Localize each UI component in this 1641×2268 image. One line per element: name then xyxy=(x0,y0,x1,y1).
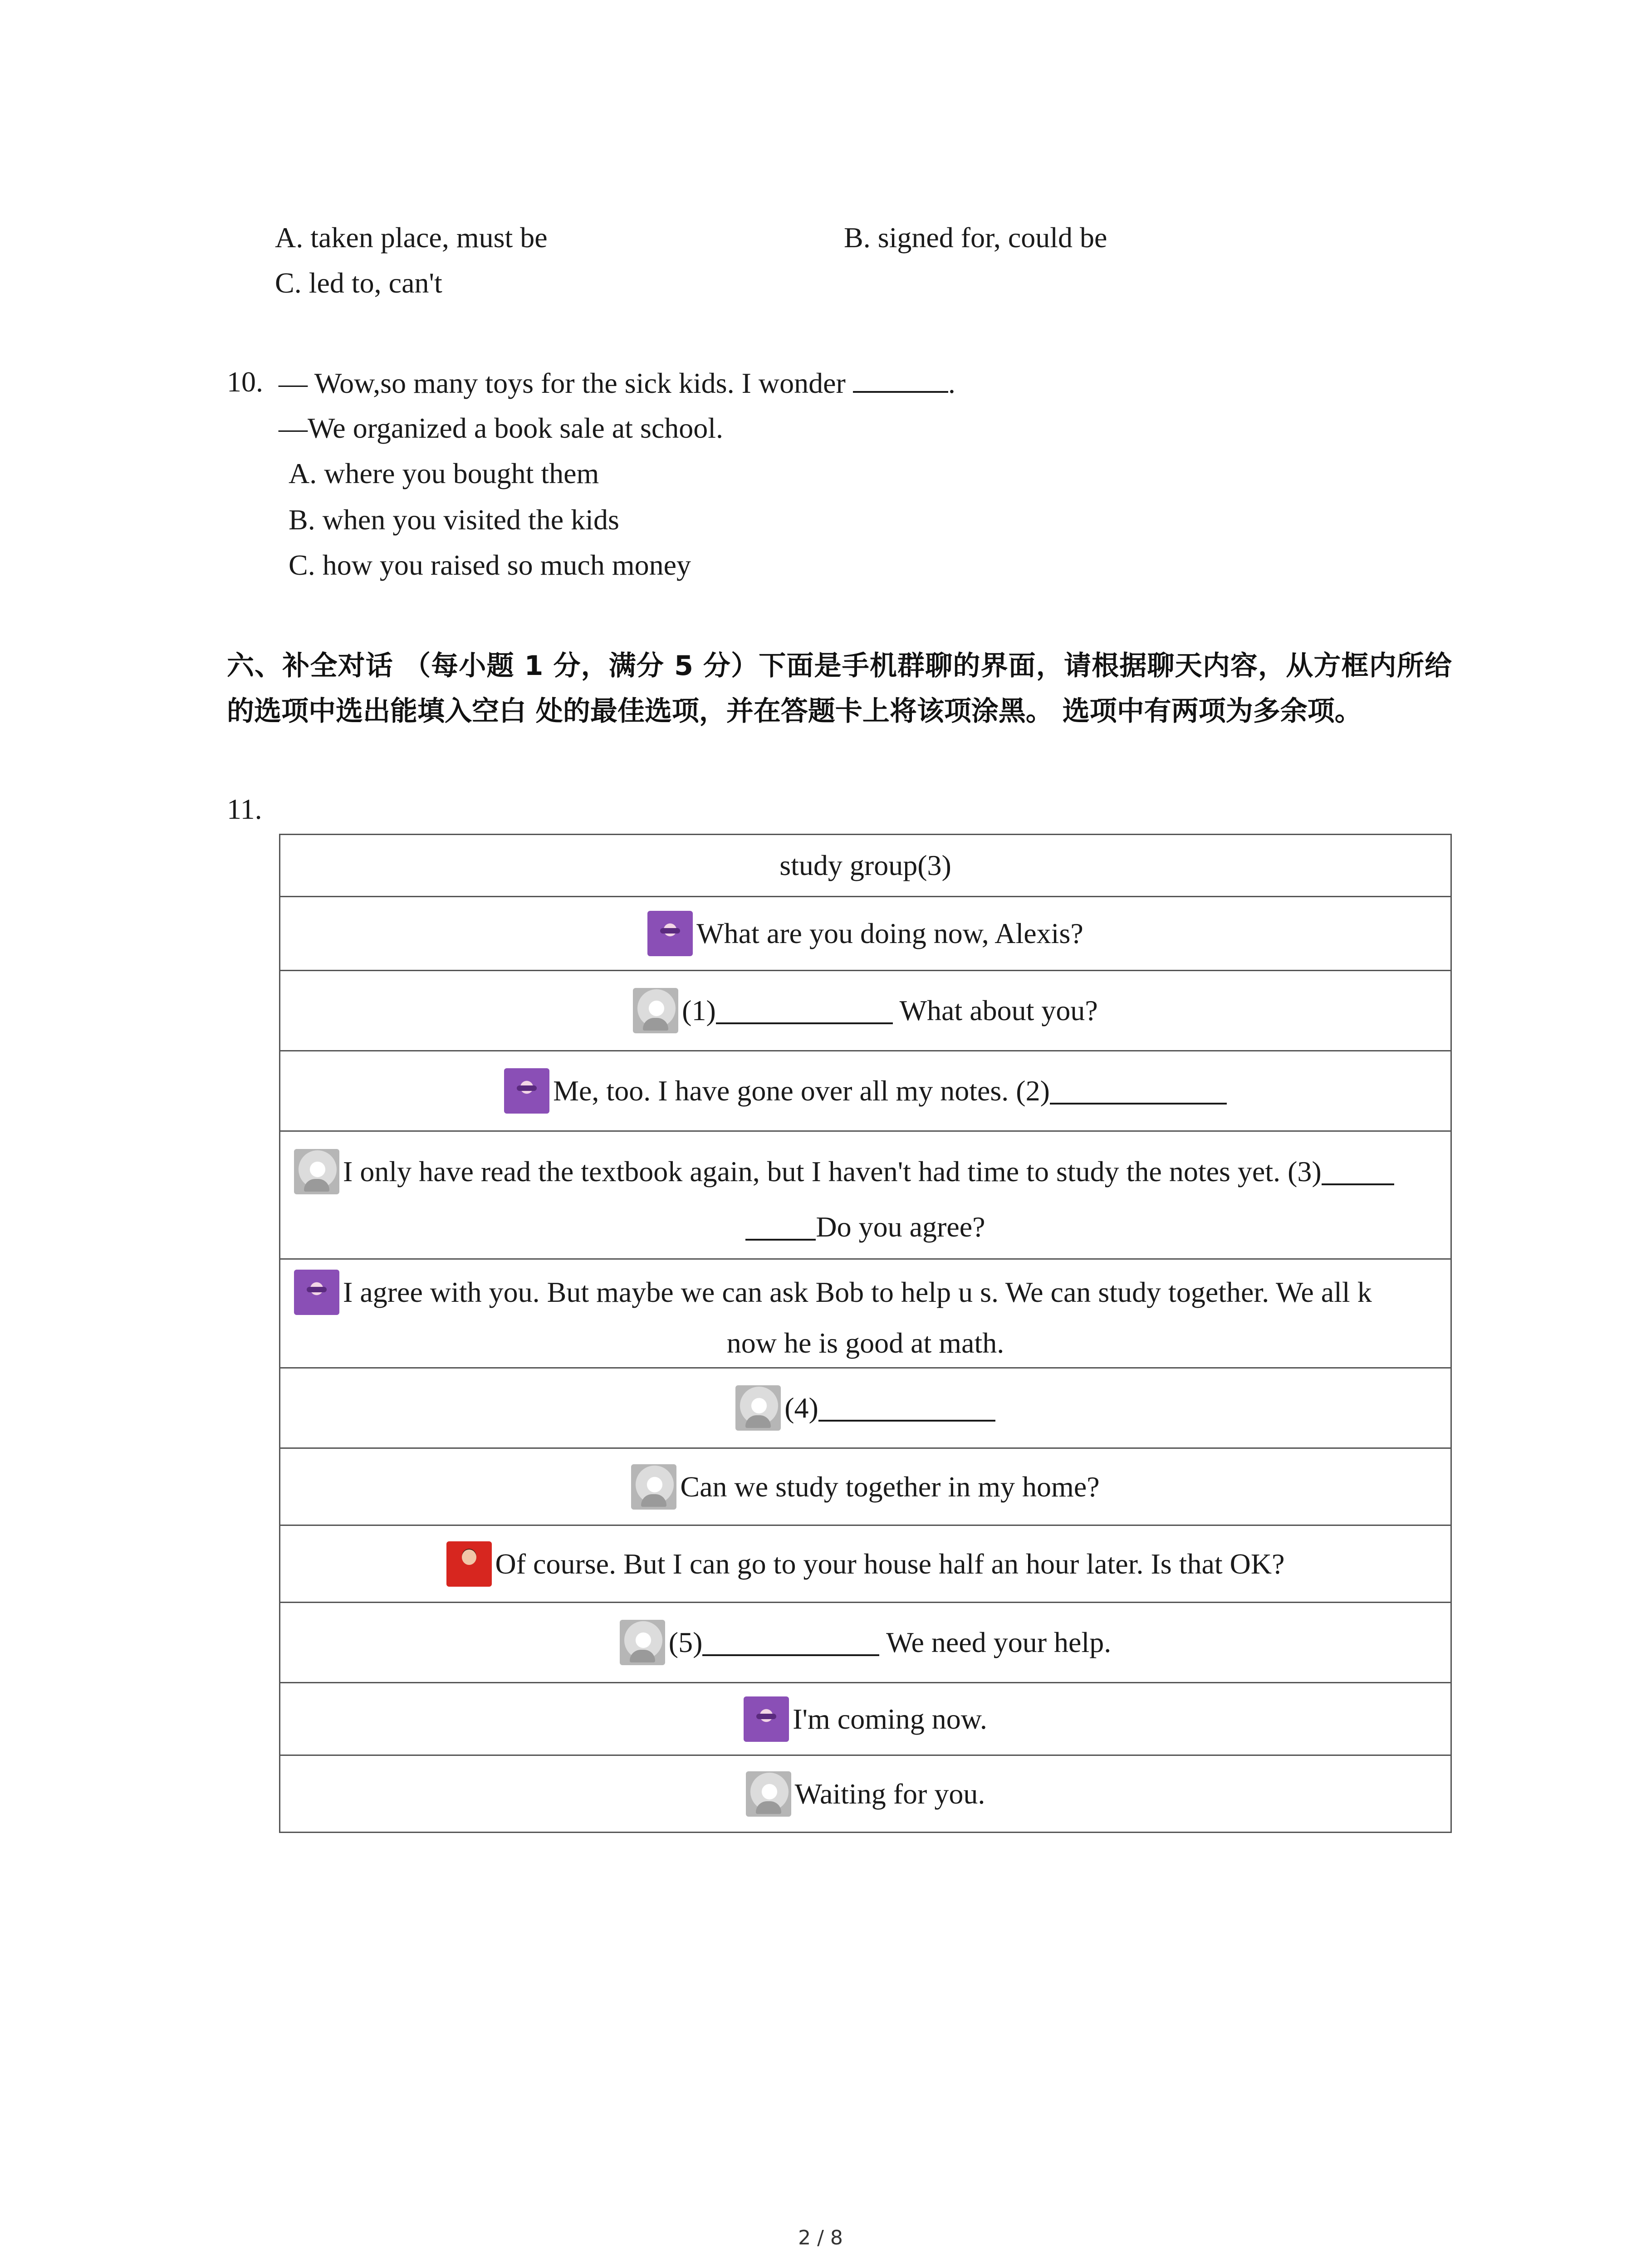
chat-row-1 xyxy=(280,897,1450,971)
chat-title-row xyxy=(280,835,1450,897)
avatar-purple-icon xyxy=(647,911,693,956)
chat-message-4: I only have read the textbook again, but I haven't had time to study the notes yet. (3) xyxy=(343,1155,1322,1188)
q10-number: 10. xyxy=(227,366,263,398)
chat-blank-3 xyxy=(1322,1158,1394,1185)
q10-reply: —We organized a book sale at school. xyxy=(279,412,724,444)
chat-message-5: I agree with you. But maybe we can ask Bob to help u s. We can study together. We all k xyxy=(343,1276,1372,1308)
q10-option-b: B. when you visited the kids xyxy=(289,503,619,536)
avatar-purple-icon xyxy=(294,1270,339,1315)
q10-option-a: A. where you bought them xyxy=(289,457,599,489)
q10-stem-period: . xyxy=(948,367,955,399)
q10-stem xyxy=(279,367,955,398)
q10-option-c: C. how you raised so much money xyxy=(289,549,691,581)
q9-option-b: B. signed for, could be xyxy=(844,221,1107,254)
chat-message-3: Me, too. I have gone over all my notes. (2) xyxy=(553,1075,1050,1107)
chat-blank-1 xyxy=(716,997,893,1024)
avatar-white-icon xyxy=(620,1620,665,1665)
chat-message-10: I'm coming now. xyxy=(793,1702,987,1735)
chat-row-10 xyxy=(280,1683,1450,1756)
chat-message-1: What are you doing now, Alexis? xyxy=(696,917,1083,949)
q9-option-a: A. taken place, must be xyxy=(275,221,548,254)
chat-message-7: Can we study together in my home? xyxy=(680,1470,1100,1503)
avatar-purple-icon xyxy=(504,1068,549,1114)
chat-message-2-tail: What about you? xyxy=(892,994,1098,1026)
avatar-white-icon xyxy=(631,1464,676,1510)
chat-row-2 xyxy=(280,971,1450,1051)
q10-stem-text: — Wow,so many toys for the sick kids. I wonder xyxy=(279,367,846,399)
chat-message-8: Of course. But I can go to your house half an hour later. Is that OK? xyxy=(495,1547,1285,1580)
chat-table xyxy=(279,834,1452,1833)
chat-row-3 xyxy=(280,1051,1450,1132)
chat-message-2: (1) xyxy=(682,994,716,1026)
chat-row-7 xyxy=(280,1449,1450,1526)
chat-message-11: Waiting for you. xyxy=(794,1777,985,1810)
q9-option-c: C. led to, can't xyxy=(275,267,442,299)
section-heading: 六、补全对话 （每小题 1 分，满分 5 分）下面是手机群聊的界面，请根据聊天内容，从方框内所给的选项中选出能填入空白 处的最佳选项，并在答题卡上将该项涂黑。 选项中有两项为多余项。 xyxy=(227,650,1452,727)
avatar-red-icon xyxy=(446,1541,492,1587)
chat-title: study group(3) xyxy=(779,849,951,881)
avatar-white-icon xyxy=(633,988,678,1033)
chat-blank-5 xyxy=(702,1629,879,1656)
avatar-purple-icon xyxy=(744,1696,789,1742)
q10-answer-blank xyxy=(853,367,948,393)
chat-row-6 xyxy=(280,1369,1450,1449)
chat-row-5 xyxy=(280,1260,1450,1369)
chat-message-5-tail: now he is good at math. xyxy=(726,1326,1004,1359)
chat-blank-2 xyxy=(1050,1077,1227,1105)
avatar-white-icon xyxy=(294,1149,339,1194)
chat-row-8 xyxy=(280,1526,1450,1603)
chat-row-9 xyxy=(280,1603,1450,1683)
chat-message-4-tail: Do you agree? xyxy=(816,1210,985,1243)
avatar-white-icon xyxy=(735,1385,781,1431)
chat-blank-4 xyxy=(818,1394,995,1422)
chat-message-9-tail: We need your help. xyxy=(879,1626,1112,1658)
q11-number: 11. xyxy=(227,793,262,825)
chat-blank-3-cont xyxy=(745,1213,816,1241)
chat-row-4 xyxy=(280,1132,1450,1260)
chat-row-11 xyxy=(280,1756,1450,1833)
avatar-white-icon xyxy=(746,1771,791,1817)
page-number: 2 / 8 xyxy=(798,2226,843,2249)
chat-message-9: (5) xyxy=(668,1626,703,1658)
chat-message-6: (4) xyxy=(784,1392,818,1424)
